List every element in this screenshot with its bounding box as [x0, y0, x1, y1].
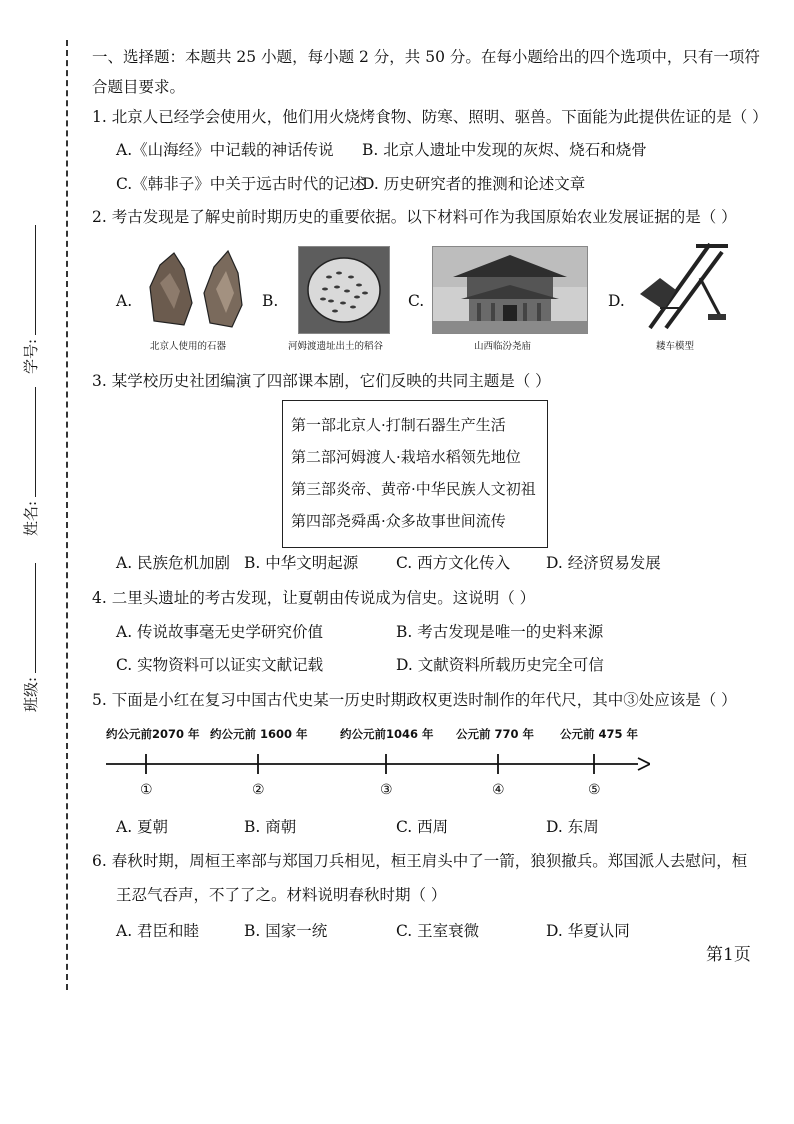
q3-material-1: 第一部北京人·打制石器生产生活	[291, 416, 506, 434]
q1-option-c[interactable]: C.《韩非子》中关于远古时代的记述	[116, 175, 365, 193]
name-label: 姓名:	[22, 500, 40, 536]
q1-stem: 1. 北京人已经学会使用火，他们用火烧烤食物、防寒、照明、驱兽。下面能为此提供佐证的是（ ）	[92, 108, 768, 126]
q3-option-d[interactable]: D. 经济贸易发展	[546, 554, 661, 572]
q1-option-a[interactable]: A.《山海经》中记载的神话传说	[116, 141, 334, 159]
q3-stem: 3. 某学校历史社团编演了四部课本剧，它们反映的共同主题是（ ）	[92, 372, 551, 390]
q2-caption-a: 北京人使用的石器	[150, 341, 227, 352]
seat-blank[interactable]	[35, 225, 36, 335]
section-heading-2: 合题目要求。	[92, 78, 186, 96]
q3-material-box	[282, 400, 548, 548]
q3-option-b[interactable]: B. 中华文明起源	[244, 554, 359, 572]
q6-option-b[interactable]: B. 国家一统	[244, 922, 328, 940]
q3-material-2: 第二部河姆渡人·栽培水稻领先地位	[291, 448, 521, 466]
class-label: 班级:	[22, 676, 40, 712]
q3-option-a[interactable]: A. 民族危机加剧	[116, 554, 231, 572]
q1-option-d[interactable]: D. 历史研究者的推测和论述文章	[362, 175, 586, 193]
section-heading-1: 一、选择题：本题共 25 小题，每小题 2 分，共 50 分。在每小题给出的四个选项中，只有一项符	[92, 48, 760, 66]
timeline-mark-1: ①	[140, 782, 153, 798]
q6-option-c[interactable]: C. 王室衰微	[396, 922, 480, 940]
q2-caption-d: 耧车模型	[656, 341, 695, 352]
q4-option-b[interactable]: B. 考古发现是唯一的史料来源	[396, 623, 604, 641]
page-number: 第1页	[706, 945, 751, 965]
binding-dashed-line	[66, 40, 68, 990]
seat-field	[20, 225, 41, 374]
name-field	[20, 387, 41, 536]
q3-material-3: 第三部炎帝、黄帝·中华民族人文初祖	[291, 480, 536, 498]
q4-option-c[interactable]: C. 实物资料可以证实文献记载	[116, 656, 324, 674]
timeline-mark-5: ⑤	[588, 782, 601, 798]
q2-option-b[interactable]: B.	[262, 292, 279, 310]
timeline-label-1: 约公元前2070 年	[106, 727, 200, 741]
q1-option-b[interactable]: B. 北京人遗址中发现的灰烬、烧石和烧骨	[362, 141, 647, 159]
seat-label: 学号:	[22, 338, 40, 374]
timeline-label-3: 约公元前1046 年	[340, 727, 434, 741]
q6-stem-1: 6. 春秋时期，周桓王率部与郑国刀兵相见，桓王肩头中了一箭，狼狈撤兵。郑国派人去慰问，桓	[92, 852, 748, 870]
class-blank[interactable]	[35, 563, 36, 673]
timeline-label-2: 约公元前 1600 年	[210, 727, 308, 741]
timeline-axis	[100, 746, 650, 786]
q2-option-d[interactable]: D.	[608, 292, 625, 310]
q4-option-a[interactable]: A. 传说故事毫无史学研究价值	[116, 623, 324, 641]
timeline-mark-4: ④	[492, 782, 505, 798]
q2-option-a[interactable]: A.	[116, 292, 133, 310]
yao-temple-image	[432, 246, 588, 334]
q2-caption-b: 河姆渡遗址出土的稻谷	[288, 341, 384, 352]
rice-grains-image	[298, 246, 390, 334]
name-blank[interactable]	[35, 387, 36, 497]
q5-option-b[interactable]: B. 商朝	[244, 818, 297, 836]
class-field	[20, 563, 41, 712]
q6-option-d[interactable]: D. 华夏认同	[546, 922, 630, 940]
stone-tools-image	[140, 243, 256, 335]
timeline-label-5: 公元前 475 年	[560, 727, 639, 741]
q4-stem: 4. 二里头遗址的考古发现，让夏朝由传说成为信史。这说明（ ）	[92, 589, 536, 607]
q6-stem-2: 王忍气吞声，不了了之。材料说明春秋时期（ ）	[116, 886, 447, 904]
q5-option-a[interactable]: A. 夏朝	[116, 818, 169, 836]
timeline-label-4: 公元前 770 年	[456, 727, 535, 741]
q5-option-c[interactable]: C. 西周	[396, 818, 449, 836]
q2-option-c[interactable]: C.	[408, 292, 425, 310]
q5-option-d[interactable]: D. 东周	[546, 818, 599, 836]
q6-option-a[interactable]: A. 君臣和睦	[116, 922, 200, 940]
seeder-model-image	[630, 238, 730, 336]
q3-material-4: 第四部尧舜禹·众多故事世间流传	[291, 512, 506, 530]
q2-caption-c: 山西临汾尧庙	[474, 341, 532, 352]
q3-option-c[interactable]: C. 西方文化传入	[396, 554, 511, 572]
q4-option-d[interactable]: D. 文献资料所载历史完全可信	[396, 656, 604, 674]
timeline-mark-2: ②	[252, 782, 265, 798]
q5-stem: 5. 下面是小红在复习中国古代史某一历史时期政权更迭时制作的年代尺，其中③处应该是（ ）	[92, 691, 737, 709]
q2-stem: 2. 考古发现是了解史前时期历史的重要依据。以下材料可作为我国原始农业发展证据的是（ ）	[92, 208, 737, 226]
timeline-mark-3: ③	[380, 782, 393, 798]
